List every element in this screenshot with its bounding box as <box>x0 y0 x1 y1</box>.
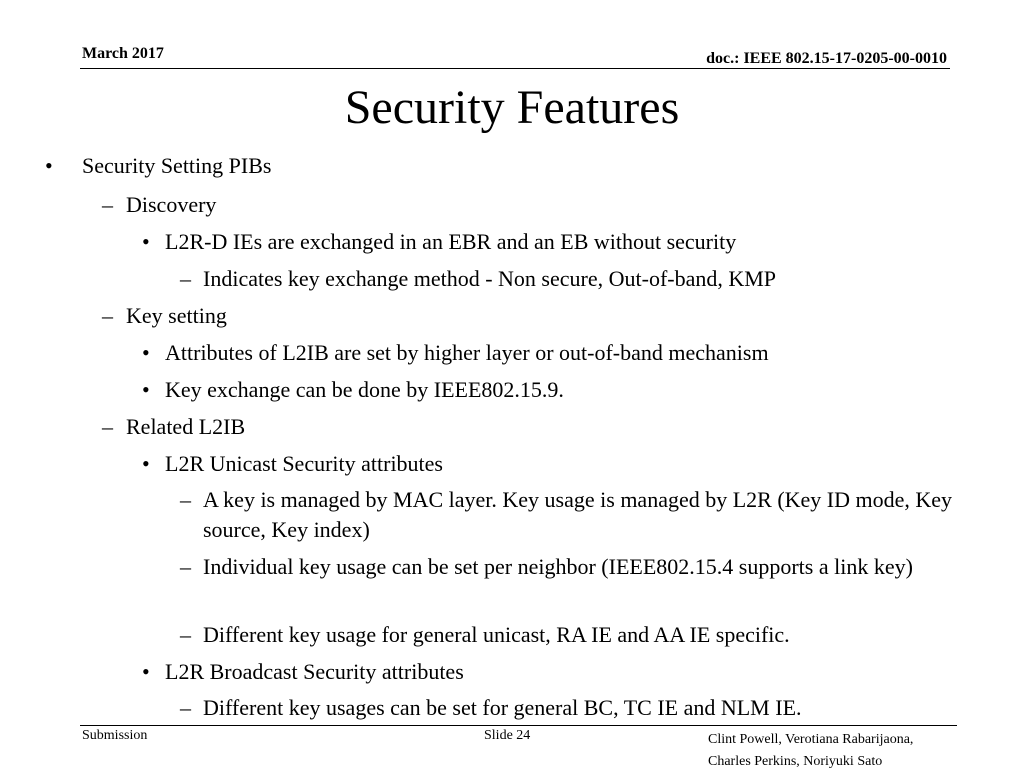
dash-marker: – <box>180 487 191 512</box>
bullet-marker: • <box>142 340 150 365</box>
header-doc-id: doc.: IEEE 802.15-17-0205-00-0010 <box>706 50 947 67</box>
bullet-indicates-key-exchange: Indicates key exchange method - Non secure, Out-of-band, KMP <box>203 266 777 291</box>
footer-authors-line1: Clint Powell, Verotiana Rabarijaona, <box>708 732 914 747</box>
bullet-l2r-d-ies: L2R-D IEs are exchanged in an EBR and an EB without security <box>165 229 737 254</box>
header-date: March 2017 <box>82 45 164 62</box>
bullet-discovery: Discovery <box>126 192 217 217</box>
bullet-l2r-broadcast: L2R Broadcast Security attributes <box>165 659 464 684</box>
dash-marker: – <box>102 192 113 217</box>
bullet-related-l2ib: Related L2IB <box>126 414 246 439</box>
bullet-key-setting: Key setting <box>126 303 227 328</box>
bullet-different-key-usage: Different key usage for general unicast, RA IE and AA IE specific. <box>203 622 790 647</box>
dash-marker: – <box>102 303 113 328</box>
bullet-marker: • <box>142 377 150 402</box>
bullet-key-managed-by-mac: A key is managed by MAC layer. Key usage is managed by L2R (Key ID mode, Key source, Key index) <box>203 487 953 542</box>
bullet-marker: • <box>45 153 53 178</box>
bullet-individual-key-usage: Individual key usage can be set per neighbor (IEEE802.15.4 supports a link key) <box>203 554 913 579</box>
slide-title: Security Features <box>344 81 680 134</box>
dash-marker: – <box>180 622 191 647</box>
footer-authors-line2: Charles Perkins, Noriyuki Sato <box>708 754 883 769</box>
bullet-key-exchange-ieee: Key exchange can be done by IEEE802.15.9. <box>165 377 564 402</box>
bullet-marker: • <box>142 451 150 476</box>
dash-marker: – <box>102 414 113 439</box>
bullet-marker: • <box>142 229 150 254</box>
dash-marker: – <box>180 695 191 720</box>
footer-slide-number: Slide 24 <box>484 728 531 743</box>
bullet-attributes-of-l2ib: Attributes of L2IB are set by higher layer or out-of-band mechanism <box>165 340 769 365</box>
bullet-security-setting-pibs: Security Setting PIBs <box>82 153 272 178</box>
dash-marker: – <box>180 266 191 291</box>
bullet-marker: • <box>142 659 150 684</box>
dash-marker: – <box>180 554 191 579</box>
footer-submission: Submission <box>82 728 148 743</box>
footer-authors <box>708 729 913 773</box>
bullet-l2r-unicast: L2R Unicast Security attributes <box>165 451 443 476</box>
footer-divider <box>80 725 957 726</box>
bullet-different-key-usages-bc: Different key usages can be set for general BC, TC IE and NLM IE. <box>203 695 802 720</box>
header-divider <box>80 68 950 69</box>
